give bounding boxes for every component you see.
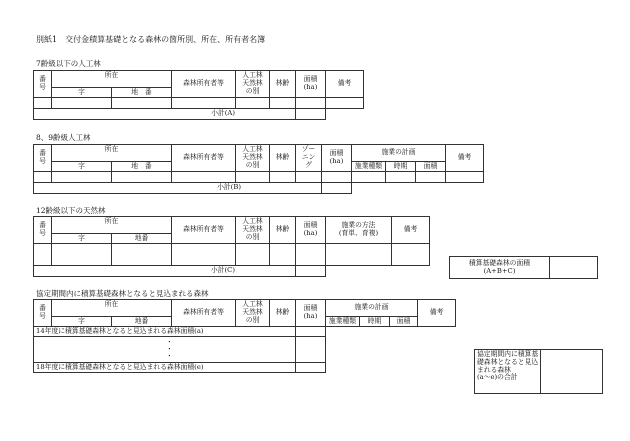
subtotal-row (34, 109, 364, 120)
header-chiban: 地 番 (112, 162, 172, 172)
header-remarks: 備考 (418, 300, 456, 327)
header-artificial-natural: 人工林 天然林 の別 (236, 300, 270, 327)
header-age: 林齢 (270, 71, 296, 98)
header-number: 番 号 (34, 300, 52, 327)
header-area: 面積 (ha) (296, 71, 326, 98)
table-row (34, 172, 484, 183)
row-e-label: 18年度に積算基礎森林となると見込まれる森林面積(e) (34, 363, 296, 373)
summary-ae-label: 協定期間内に積算基 礎森林となると見込 まれる森林 (a～e)の合計 (475, 350, 541, 394)
subtotal-c-label: 小計(C) (34, 266, 296, 277)
header-plan-type: 施業種類 (352, 162, 386, 172)
document-heading: 別紙1 交付金積算基礎となる森林の箇所別、所在、所有者名簿 (36, 35, 266, 44)
header-remarks: 備考 (392, 217, 430, 244)
header-location: 所在 (52, 217, 172, 234)
header-location: 所在 (52, 300, 172, 317)
header-owner: 森林所有者等 (172, 145, 236, 172)
section-d-title: 協定期間内に積算基礎森林となると見込まれる森林 (36, 289, 209, 298)
header-owner: 森林所有者等 (172, 300, 236, 327)
header-plan-area: 面積 (390, 317, 418, 327)
summary-ae-value (541, 350, 603, 394)
header-owner: 森林所有者等 (172, 217, 236, 244)
row-a (34, 327, 456, 337)
table-row (34, 98, 364, 109)
section-a-table (33, 70, 364, 120)
header-artificial-natural: 人工林 天然林 の別 (236, 145, 270, 172)
header-chiban: 地番 (112, 317, 172, 327)
header-aza: 字 (52, 234, 112, 244)
header-aza: 字 (52, 88, 112, 98)
header-area: 面積 (ha) (322, 145, 352, 172)
header-aza: 字 (52, 162, 112, 172)
header-location: 所在 (52, 145, 172, 162)
header-aza: 字 (52, 317, 112, 327)
header-location: 所在 (52, 71, 172, 88)
row-a-label: 14年度に積算基礎森林となると見込まれる森林面積(a) (34, 327, 296, 337)
dot-1: ・ (166, 337, 173, 346)
header-plan: 施業の計画 (326, 300, 418, 317)
header-artificial-natural: 人工林 天然林 の別 (236, 217, 270, 244)
row-dots (34, 337, 456, 363)
summary-abc-label: 積算基礎森林の面積 (A+B+C) (450, 257, 550, 279)
header-number: 番 号 (34, 217, 52, 244)
section-c-table (33, 216, 430, 277)
section-b-title: 8、9齢級人工林 (36, 133, 91, 142)
row-e (34, 363, 456, 373)
header-plan-area: 面積 (416, 162, 446, 172)
header-area: 面積 (ha) (296, 217, 326, 244)
header-owner: 森林所有者等 (172, 71, 236, 98)
section-c-title: 12齢級以下の天然林 (36, 206, 106, 215)
header-number: 番 号 (34, 71, 52, 98)
header-method: 施業の方法 (育単、育複) (326, 217, 392, 244)
subtotal-row (34, 266, 430, 277)
section-d-table (33, 299, 456, 373)
header-plan: 施業の計画 (352, 145, 446, 162)
header-chiban: 地番 (112, 234, 172, 244)
subtotal-row (34, 183, 484, 194)
summary-box-ae (474, 349, 603, 394)
summary-abc-value (550, 257, 598, 279)
header-age: 林齢 (270, 145, 296, 172)
header-area: 面積 (ha) (296, 300, 326, 327)
header-remarks: 備考 (446, 145, 484, 172)
header-plan-time: 時期 (360, 317, 390, 327)
header-plan-time: 時期 (386, 162, 416, 172)
header-artificial-natural: 人工林 天然林 の別 (236, 71, 270, 98)
dot-2: ・ (166, 344, 173, 353)
header-age: 林齢 (270, 300, 296, 327)
header-remarks: 備考 (326, 71, 364, 98)
table-row (34, 244, 430, 266)
header-age: 林齢 (270, 217, 296, 244)
subtotal-b-label: 小計(B) (34, 183, 322, 194)
header-number: 番 号 (34, 145, 52, 172)
header-plan-type: 施業種類 (326, 317, 360, 327)
header-zoning: ゾー ニン グ (296, 145, 322, 172)
section-a-title: 7齢級以下の人工林 (36, 59, 101, 68)
dot-3: ・ (166, 352, 173, 361)
section-b-table (33, 144, 484, 194)
subtotal-a-label: 小計(A) (34, 109, 296, 120)
header-chiban: 地 番 (112, 88, 172, 98)
summary-box-abc (449, 256, 598, 279)
